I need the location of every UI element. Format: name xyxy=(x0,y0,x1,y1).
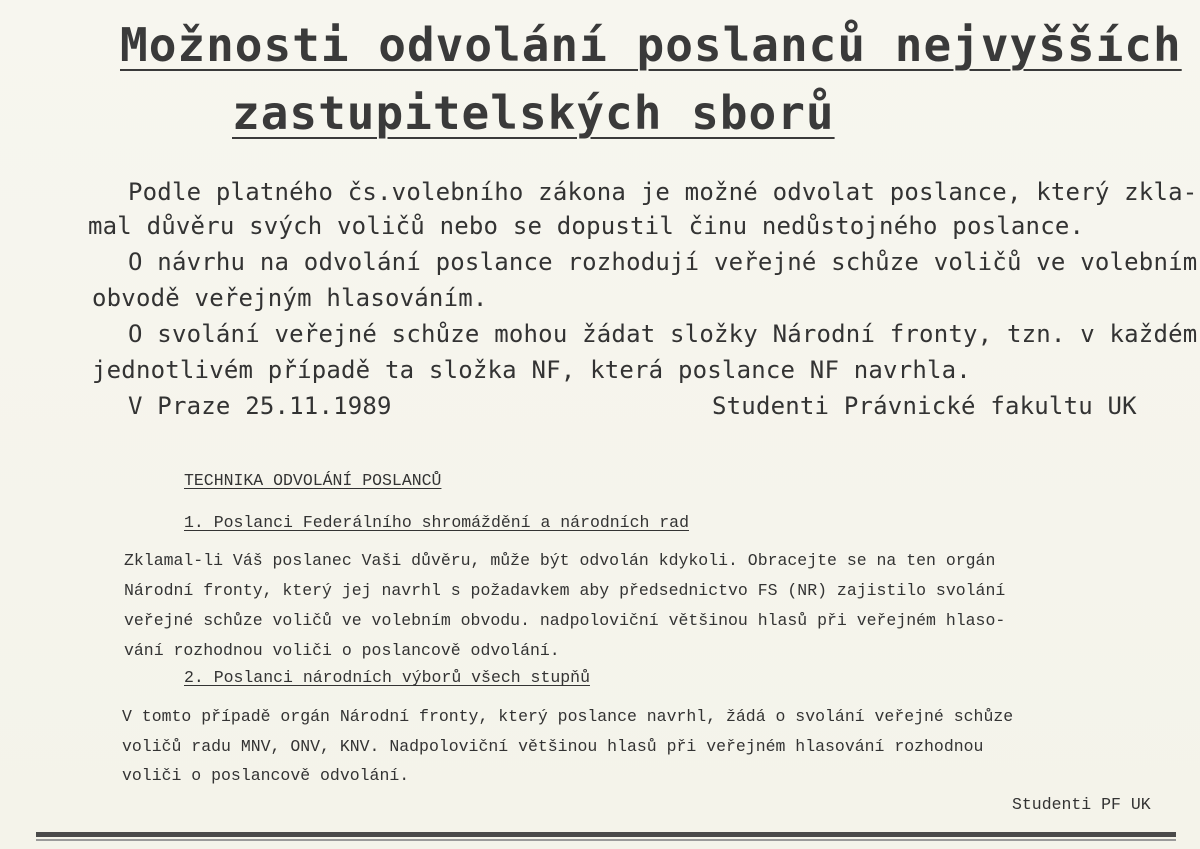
intro-line: Podle platného čs.volebního zákona je možné odvolat poslance, který zkla- xyxy=(128,178,1198,206)
intro-line: mal důvěru svých voličů nebo se dopustil činu nedůstojného poslance. xyxy=(88,212,1085,240)
intro-line: jednotlivém případě ta složka NF, která poslance NF navrhla. xyxy=(92,356,971,384)
section-2-line: V tomto případě orgán Národní fronty, který poslance navrhl, žádá o svolání veřejné schůze xyxy=(122,707,1014,726)
section-2-heading: 2. Poslanci národních výborů všech stupňů xyxy=(184,668,590,687)
section-1-line: vání rozhodnou voliči o poslancově odvolání. xyxy=(124,641,560,660)
section-2-line: voličů radu MNV, ONV, KNV. Nadpoloviční většinou hlasů při veřejném hlasování rozhodnou xyxy=(122,737,984,756)
document-title-line-1: Možnosti odvolání poslanců nejvyšších xyxy=(120,18,1182,72)
document-title-line-2: zastupitelských sborů xyxy=(232,86,835,140)
intro-line: O návrhu na odvolání poslance rozhodují veřejné schůze voličů ve volebním xyxy=(128,248,1198,276)
place-date: V Praze 25.11.1989 xyxy=(128,392,392,420)
intro-line: O svolání veřejné schůze mohou žádat složky Národní fronty, tzn. v každém xyxy=(128,320,1198,348)
section-1-heading: 1. Poslanci Federálního shromáždění a národních rad xyxy=(184,513,689,532)
intro-signature: Studenti Právnické fakultu UK xyxy=(712,392,1137,420)
intro-line: obvodě veřejným hlasováním. xyxy=(92,284,488,312)
bottom-border-line-shadow xyxy=(36,839,1176,841)
section-1-line: veřejné schůze voličů ve volebním obvodu. nadpoloviční většinou hlasů při veřejném hlaso- xyxy=(124,611,1006,630)
technique-heading: TECHNIKA ODVOLÁNÍ POSLANCŮ xyxy=(184,471,442,490)
section-1-line: Zklamal-li Váš poslanec Vaši důvěru, může být odvolán kdykoli. Obracejte se na ten orgán xyxy=(124,551,996,570)
bottom-border-line xyxy=(36,832,1176,837)
bottom-signature: Studenti PF UK xyxy=(1012,795,1151,814)
section-1-line: Národní fronty, který jej navrhl s požadavkem aby předsednictvo FS (NR) zajistilo svolání xyxy=(124,581,1006,600)
section-2-line: voliči o poslancově odvolání. xyxy=(122,766,410,785)
